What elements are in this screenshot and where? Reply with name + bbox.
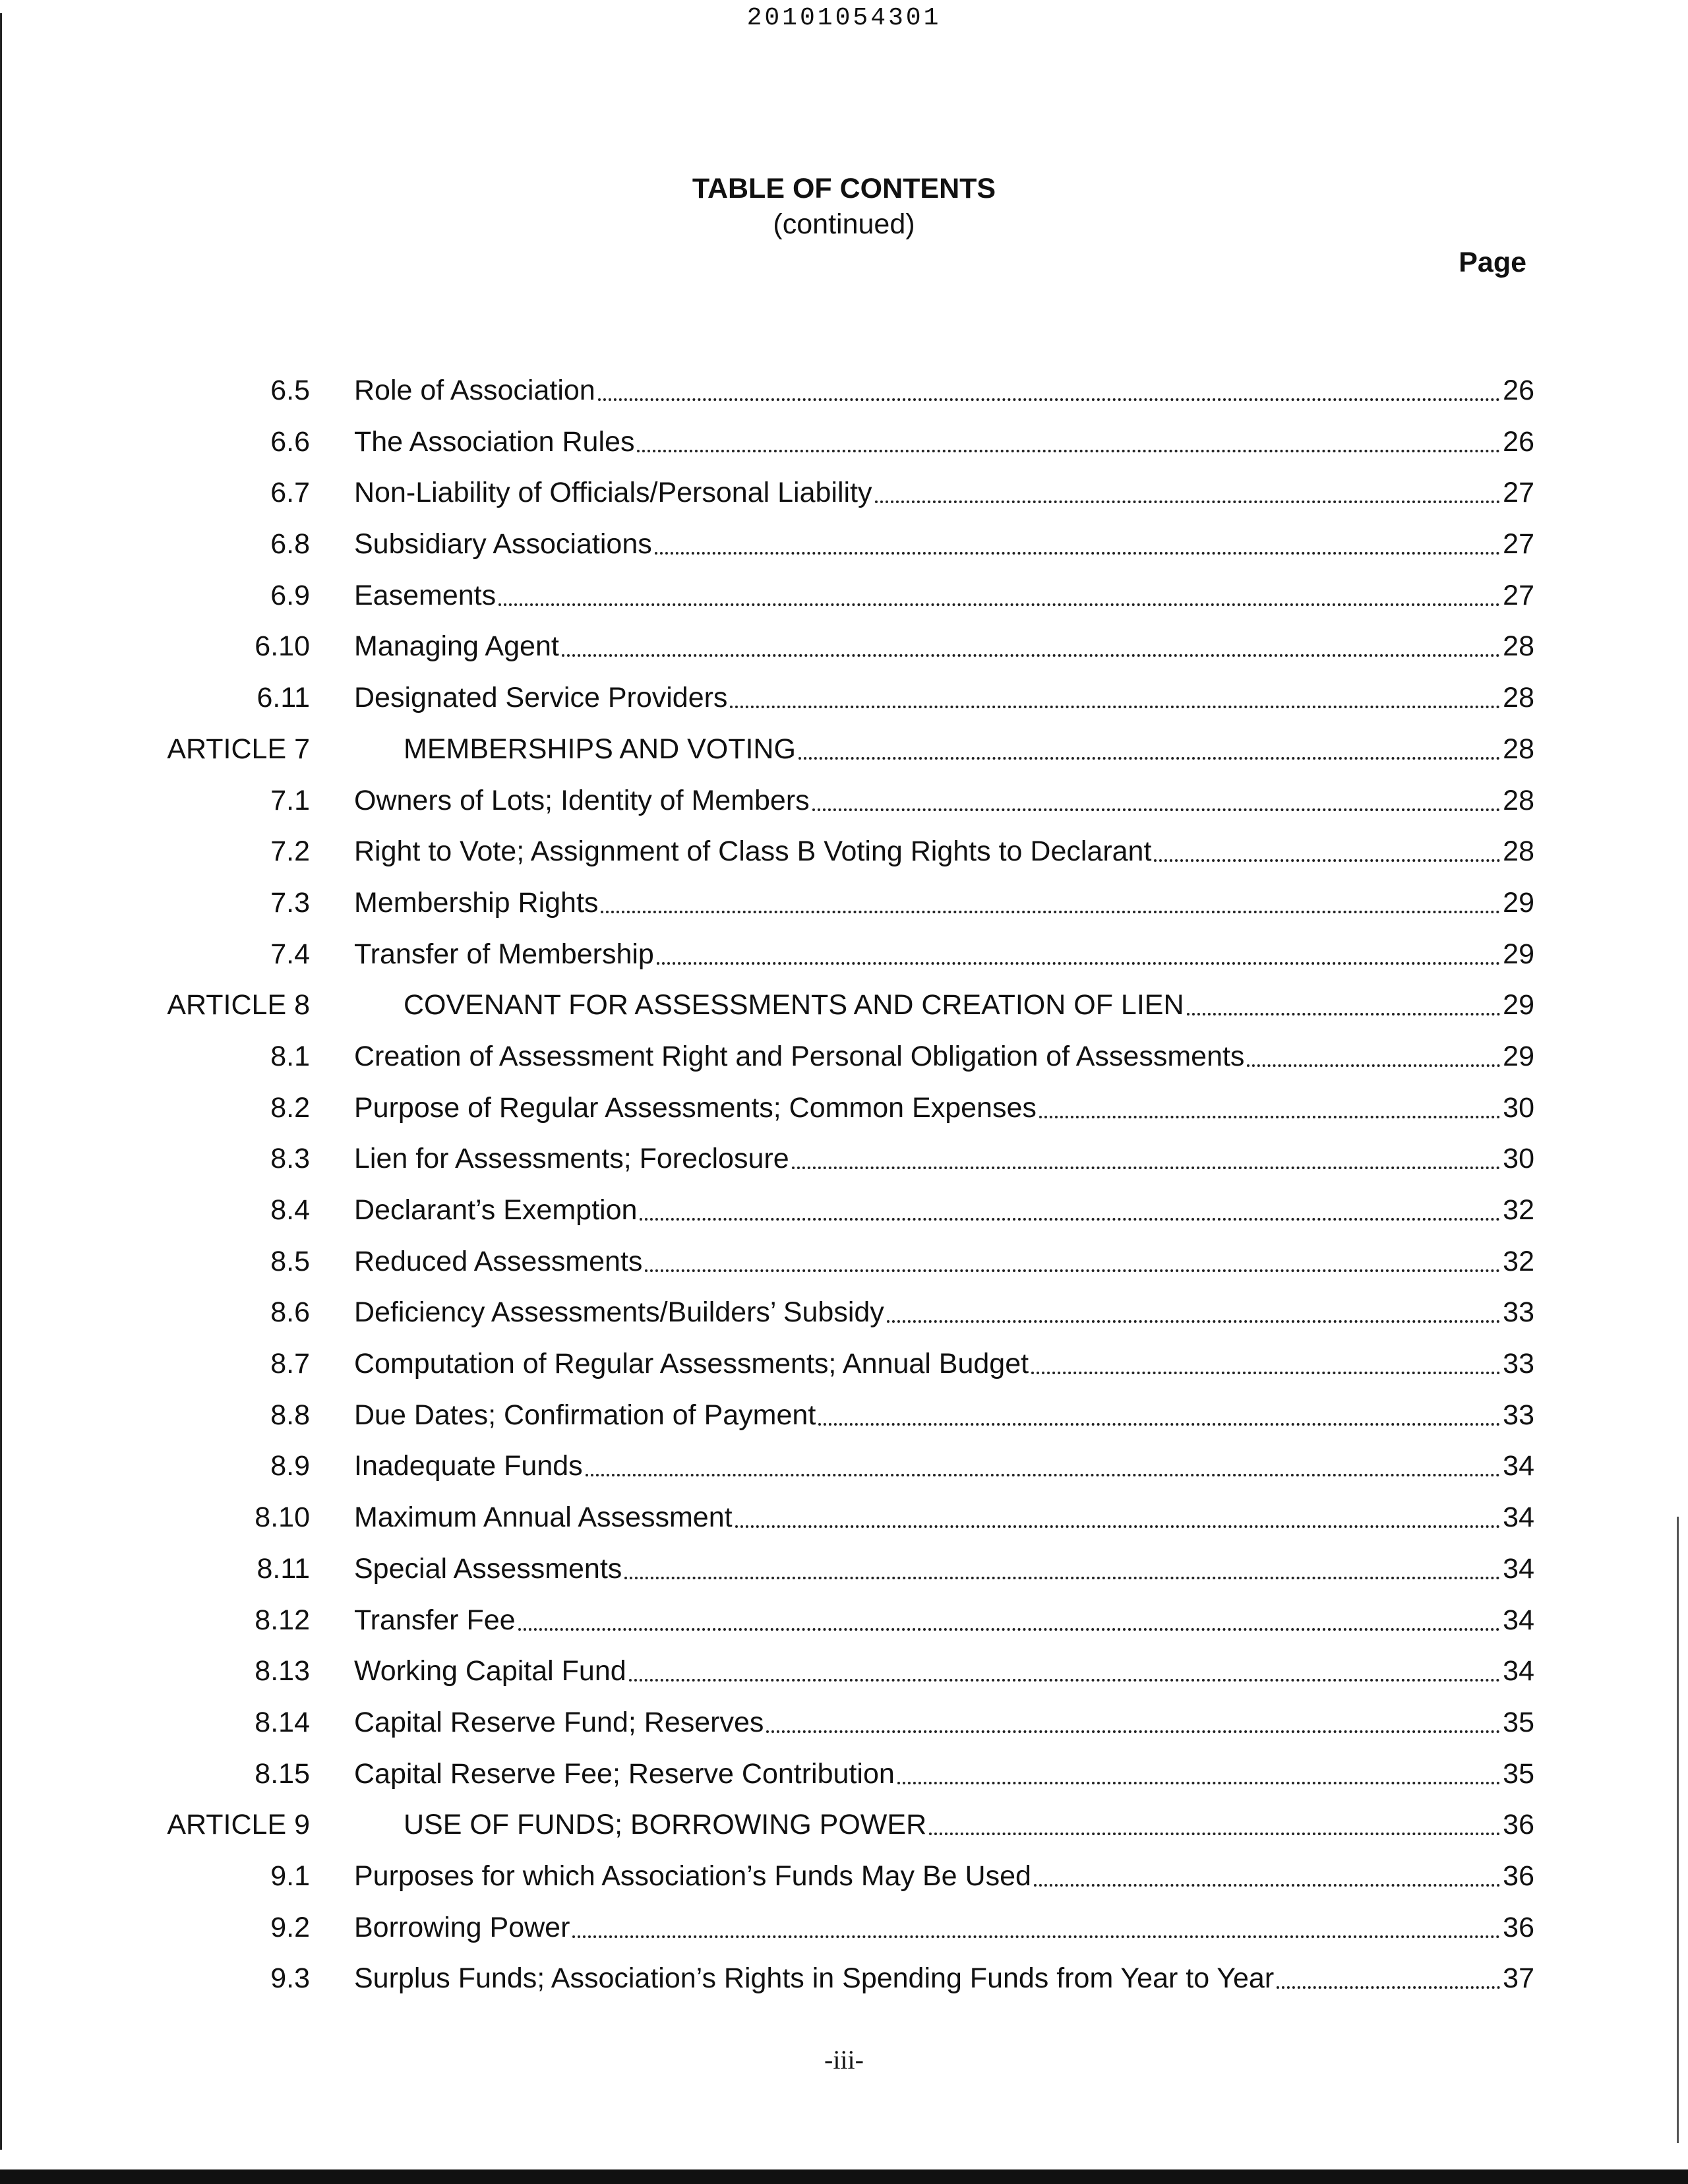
toc-entry <box>354 1651 1534 1691</box>
toc-entry-number: 8.6 <box>270 1296 310 1329</box>
toc-entry-label: Transfer Fee <box>354 1604 516 1636</box>
toc-section-row <box>0 1190 1688 1242</box>
toc-section-row <box>0 1088 1688 1139</box>
toc-entry-label: Purposes for which Association’s Funds May Be Used <box>354 1860 1031 1892</box>
toc-entry-number: 8.10 <box>255 1502 310 1534</box>
toc-section-row <box>0 781 1688 832</box>
toc-entry-page: 29 <box>1503 886 1534 919</box>
toc-entry <box>354 1498 1534 1537</box>
toc-entry-page: 28 <box>1503 682 1534 714</box>
toc-entry-label: Computation of Regular Assessments; Annual Budget <box>354 1348 1029 1380</box>
toc-entry <box>354 1856 1534 1896</box>
toc-entry <box>354 883 1534 923</box>
toc-entry-page: 34 <box>1503 1604 1534 1636</box>
toc-entry <box>354 1446 1534 1486</box>
page-column-heading: Page <box>1459 247 1526 278</box>
toc-section-row <box>0 1037 1688 1088</box>
toc-entry-number: 6.6 <box>270 425 310 458</box>
toc-section-row <box>0 832 1688 883</box>
toc-entry-number: 8.7 <box>270 1348 310 1380</box>
toc-entry <box>354 934 1534 974</box>
toc-entry-number: 8.15 <box>255 1757 310 1790</box>
toc-entry-number: 6.7 <box>270 477 310 509</box>
toc-dot-leader <box>792 1167 1501 1169</box>
toc-entry-label: Non-Liability of Officials/Personal Liability <box>354 477 872 509</box>
toc-entry-number: 6.8 <box>270 528 310 561</box>
toc-entry-number: 6.11 <box>256 682 310 714</box>
toc-entry-number: 7.4 <box>270 938 310 970</box>
toc-section-row <box>0 678 1688 729</box>
toc-dot-leader <box>586 1474 1500 1476</box>
toc-section-row <box>0 524 1688 576</box>
toc-entry-label: Managing Agent <box>354 630 559 663</box>
toc-section-row <box>0 1754 1688 1805</box>
toc-entry-number: ARTICLE 7 <box>167 733 310 765</box>
toc-entry <box>354 1549 1534 1589</box>
toc-dot-leader <box>629 1679 1500 1682</box>
toc-dot-leader <box>1277 1986 1500 1989</box>
toc-section-row <box>0 1703 1688 1754</box>
toc-entry-label: Subsidiary Associations <box>354 528 652 561</box>
toc-dot-leader <box>875 501 1501 503</box>
toc-entry <box>354 832 1534 871</box>
toc-article-row <box>0 729 1688 781</box>
toc-entry-number: 9.2 <box>270 1911 310 1943</box>
toc-dot-leader <box>655 552 1500 555</box>
document-number: 20101054301 <box>746 4 942 32</box>
toc-entry-number: ARTICLE 9 <box>167 1809 310 1841</box>
toc-entry-page: 36 <box>1503 1911 1534 1943</box>
toc-section-row <box>0 1139 1688 1190</box>
toc-section-row <box>0 1446 1688 1498</box>
toc-entry-page: 29 <box>1503 938 1534 970</box>
toc-entry <box>354 626 1534 666</box>
toc-dot-leader <box>766 1730 1500 1733</box>
toc-entry-page: 32 <box>1503 1245 1534 1277</box>
toc-article-row <box>0 985 1688 1037</box>
toc-dot-leader <box>897 1782 1500 1784</box>
toc-entry-label: The Association Rules <box>354 425 635 458</box>
toc-entry <box>354 1395 1534 1435</box>
toc-entry-page: 33 <box>1503 1296 1534 1329</box>
toc-entry-number: 8.2 <box>270 1091 310 1124</box>
toc-section-row <box>0 1344 1688 1395</box>
toc-entry-label: Surplus Funds; Association’s Rights in Spending Funds from Year to Year <box>354 1962 1275 1995</box>
toc-dot-leader <box>1247 1064 1500 1067</box>
toc-dot-leader <box>601 911 1500 913</box>
toc-entry-label: Lien for Assessments; Foreclosure <box>354 1143 789 1175</box>
toc-entry-label: Capital Reserve Fund; Reserves <box>354 1706 764 1738</box>
toc-entry-number: 7.2 <box>270 835 310 868</box>
toc-entry-page: 28 <box>1503 733 1534 765</box>
toc-dot-leader <box>1154 859 1500 862</box>
toc-dot-leader <box>1034 1884 1500 1887</box>
toc-entry <box>354 1139 1534 1178</box>
toc-entry-label: Transfer of Membership <box>354 938 654 970</box>
toc-entry-number: 8.12 <box>255 1604 310 1636</box>
toc-dot-leader <box>498 603 1500 606</box>
toc-entry-page: 36 <box>1503 1860 1534 1892</box>
toc-section-row <box>0 1651 1688 1703</box>
toc-dot-leader <box>887 1320 1500 1323</box>
toc-section-row <box>0 1600 1688 1652</box>
toc-entry <box>354 1292 1534 1332</box>
toc-entry-page: 28 <box>1503 630 1534 663</box>
toc-section-row <box>0 422 1688 473</box>
toc-entry <box>354 781 1534 820</box>
toc-entry-label: Easements <box>354 579 497 611</box>
toc-entry <box>354 576 1534 615</box>
toc-entry-page: 36 <box>1503 1809 1534 1841</box>
toc-entry-number: 7.3 <box>270 886 310 919</box>
toc-entry <box>354 1344 1534 1383</box>
toc-entry-number: 8.13 <box>255 1655 310 1687</box>
toc-entry <box>404 1805 1534 1844</box>
toc-entry-label: USE OF FUNDS; BORROWING POWER <box>404 1809 927 1841</box>
toc-entry-label: Purpose of Regular Assessments; Common Expenses <box>354 1091 1037 1124</box>
toc-article-row <box>0 1805 1688 1856</box>
toc-section-row <box>0 1242 1688 1293</box>
toc-entry-label: Due Dates; Confirmation of Payment <box>354 1399 816 1431</box>
toc-dot-leader <box>1039 1116 1500 1118</box>
toc-entry-label: Reduced Assessments <box>354 1245 643 1277</box>
toc-entry-label: Declarant’s Exemption <box>354 1194 638 1226</box>
toc-subtitle: (continued) <box>773 208 915 240</box>
toc-entry-number: 8.4 <box>270 1194 310 1226</box>
toc-entry-page: 35 <box>1503 1706 1534 1738</box>
toc-section-row <box>0 576 1688 627</box>
toc-entry-page: 26 <box>1503 425 1534 458</box>
toc-dot-leader <box>624 1577 1500 1579</box>
toc-entry-label: Creation of Assessment Right and Personal Obligation of Assessments <box>354 1040 1245 1072</box>
toc-entry-label: Right to Vote; Assignment of Class B Voting Rights to Declarant <box>354 835 1152 868</box>
toc-entry-label: Capital Reserve Fee; Reserve Contribution <box>354 1757 895 1790</box>
toc-entry <box>354 678 1534 717</box>
toc-entry-page: 30 <box>1503 1091 1534 1124</box>
toc-entry-number: 8.9 <box>270 1450 310 1482</box>
toc-entry-label: Deficiency Assessments/Builders’ Subsidy <box>354 1296 884 1329</box>
toc-entry-page: 33 <box>1503 1399 1534 1431</box>
toc-entry-number: 6.9 <box>270 579 310 611</box>
toc-dot-leader <box>637 450 1500 452</box>
toc-entry-number: 6.10 <box>255 630 310 663</box>
toc-dot-leader <box>730 706 1500 708</box>
toc-title: TABLE OF CONTENTS <box>692 173 996 204</box>
toc-entry-number: 8.1 <box>270 1040 310 1072</box>
toc-entry-label: Special Assessments <box>354 1552 622 1585</box>
toc-entry-label: Working Capital Fund <box>354 1655 626 1687</box>
toc-dot-leader <box>640 1218 1500 1221</box>
toc-dot-leader <box>518 1628 1501 1631</box>
toc-entry-number: 7.1 <box>270 784 310 816</box>
toc-entry-page: 29 <box>1503 1040 1534 1072</box>
toc-entry <box>354 1190 1534 1230</box>
toc-dot-leader <box>818 1423 1500 1426</box>
toc-entry-label: Designated Service Providers <box>354 682 728 714</box>
toc-dot-leader <box>799 757 1500 760</box>
toc-entry-label: Role of Association <box>354 375 595 406</box>
toc-entry-page: 35 <box>1503 1757 1534 1790</box>
toc-entry-page: 34 <box>1503 1655 1534 1687</box>
toc-entry-page: 29 <box>1503 989 1534 1021</box>
toc-section-row <box>0 883 1688 934</box>
toc-entry-number: 8.11 <box>256 1552 310 1585</box>
toc-section-row <box>0 1498 1688 1549</box>
toc-entry <box>354 1908 1534 1947</box>
toc-entry <box>354 371 1534 410</box>
toc-entry-page: 28 <box>1503 835 1534 868</box>
toc-entry-page: 26 <box>1503 375 1534 406</box>
toc-dot-leader <box>812 808 1500 811</box>
toc-entry-label: Owners of Lots; Identity of Members <box>354 784 810 816</box>
toc-dot-leader <box>645 1269 1500 1272</box>
toc-entry-number: 9.3 <box>270 1962 310 1995</box>
toc-section-row <box>0 1292 1688 1344</box>
toc-entry-label: COVENANT FOR ASSESSMENTS AND CREATION OF LIEN <box>404 989 1184 1021</box>
toc-entry <box>354 1958 1534 1998</box>
toc-dot-leader <box>572 1935 1500 1938</box>
toc-entry <box>354 1703 1534 1742</box>
toc-dot-leader <box>929 1833 1500 1835</box>
toc-entry-label: Borrowing Power <box>354 1911 570 1943</box>
toc-entry <box>354 473 1534 512</box>
toc-dot-leader <box>1187 1013 1501 1016</box>
toc-entry <box>354 1600 1534 1640</box>
toc-dot-leader <box>598 398 1500 401</box>
toc-entry-page: 33 <box>1503 1348 1534 1380</box>
toc-section-row <box>0 934 1688 986</box>
toc-entry <box>354 1037 1534 1076</box>
toc-section-row <box>0 473 1688 524</box>
toc-entry-number: 8.3 <box>270 1143 310 1175</box>
toc-list <box>0 371 1688 2010</box>
toc-entry <box>404 985 1534 1025</box>
toc-dot-leader <box>562 654 1500 657</box>
toc-section-row <box>0 1908 1688 1959</box>
toc-entry-page: 28 <box>1503 784 1534 816</box>
toc-dot-leader <box>657 962 1500 965</box>
toc-entry-number: 8.5 <box>270 1245 310 1277</box>
toc-entry-label: Inadequate Funds <box>354 1450 583 1482</box>
toc-entry-label: Membership Rights <box>354 886 599 919</box>
toc-dot-leader <box>1031 1372 1500 1374</box>
toc-dot-leader <box>735 1525 1501 1528</box>
toc-entry-page: 30 <box>1503 1143 1534 1175</box>
toc-entry <box>354 1088 1534 1128</box>
toc-entry-number: 6.5 <box>270 375 310 406</box>
toc-entry-number: ARTICLE 8 <box>167 989 310 1021</box>
toc-entry-page: 37 <box>1503 1962 1534 1995</box>
toc-entry-label: MEMBERSHIPS AND VOTING <box>404 733 796 765</box>
toc-entry-page: 34 <box>1503 1552 1534 1585</box>
toc-section-row <box>0 371 1688 422</box>
toc-entry-page: 32 <box>1503 1194 1534 1226</box>
toc-section-row <box>0 1549 1688 1600</box>
toc-entry-page: 34 <box>1503 1450 1534 1482</box>
toc-entry <box>354 422 1534 462</box>
toc-entry <box>354 1242 1534 1281</box>
toc-entry-page: 34 <box>1503 1502 1534 1534</box>
toc-section-row <box>0 1958 1688 2010</box>
toc-entry-page: 27 <box>1503 579 1534 611</box>
toc-section-row <box>0 1856 1688 1908</box>
toc-entry-page: 27 <box>1503 528 1534 561</box>
toc-entry-number: 8.14 <box>255 1706 310 1738</box>
toc-entry-number: 8.8 <box>270 1399 310 1431</box>
toc-entry <box>354 524 1534 564</box>
toc-entry <box>354 1754 1534 1794</box>
toc-section-row <box>0 626 1688 678</box>
footer-page-number: -iii- <box>824 2045 864 2075</box>
toc-entry-page: 27 <box>1503 477 1534 509</box>
toc-entry-label: Maximum Annual Assessment <box>354 1502 733 1534</box>
toc-entry-number: 9.1 <box>270 1860 310 1892</box>
toc-entry <box>404 729 1534 769</box>
scan-bottom-bar <box>0 2169 1688 2184</box>
toc-section-row <box>0 1395 1688 1447</box>
